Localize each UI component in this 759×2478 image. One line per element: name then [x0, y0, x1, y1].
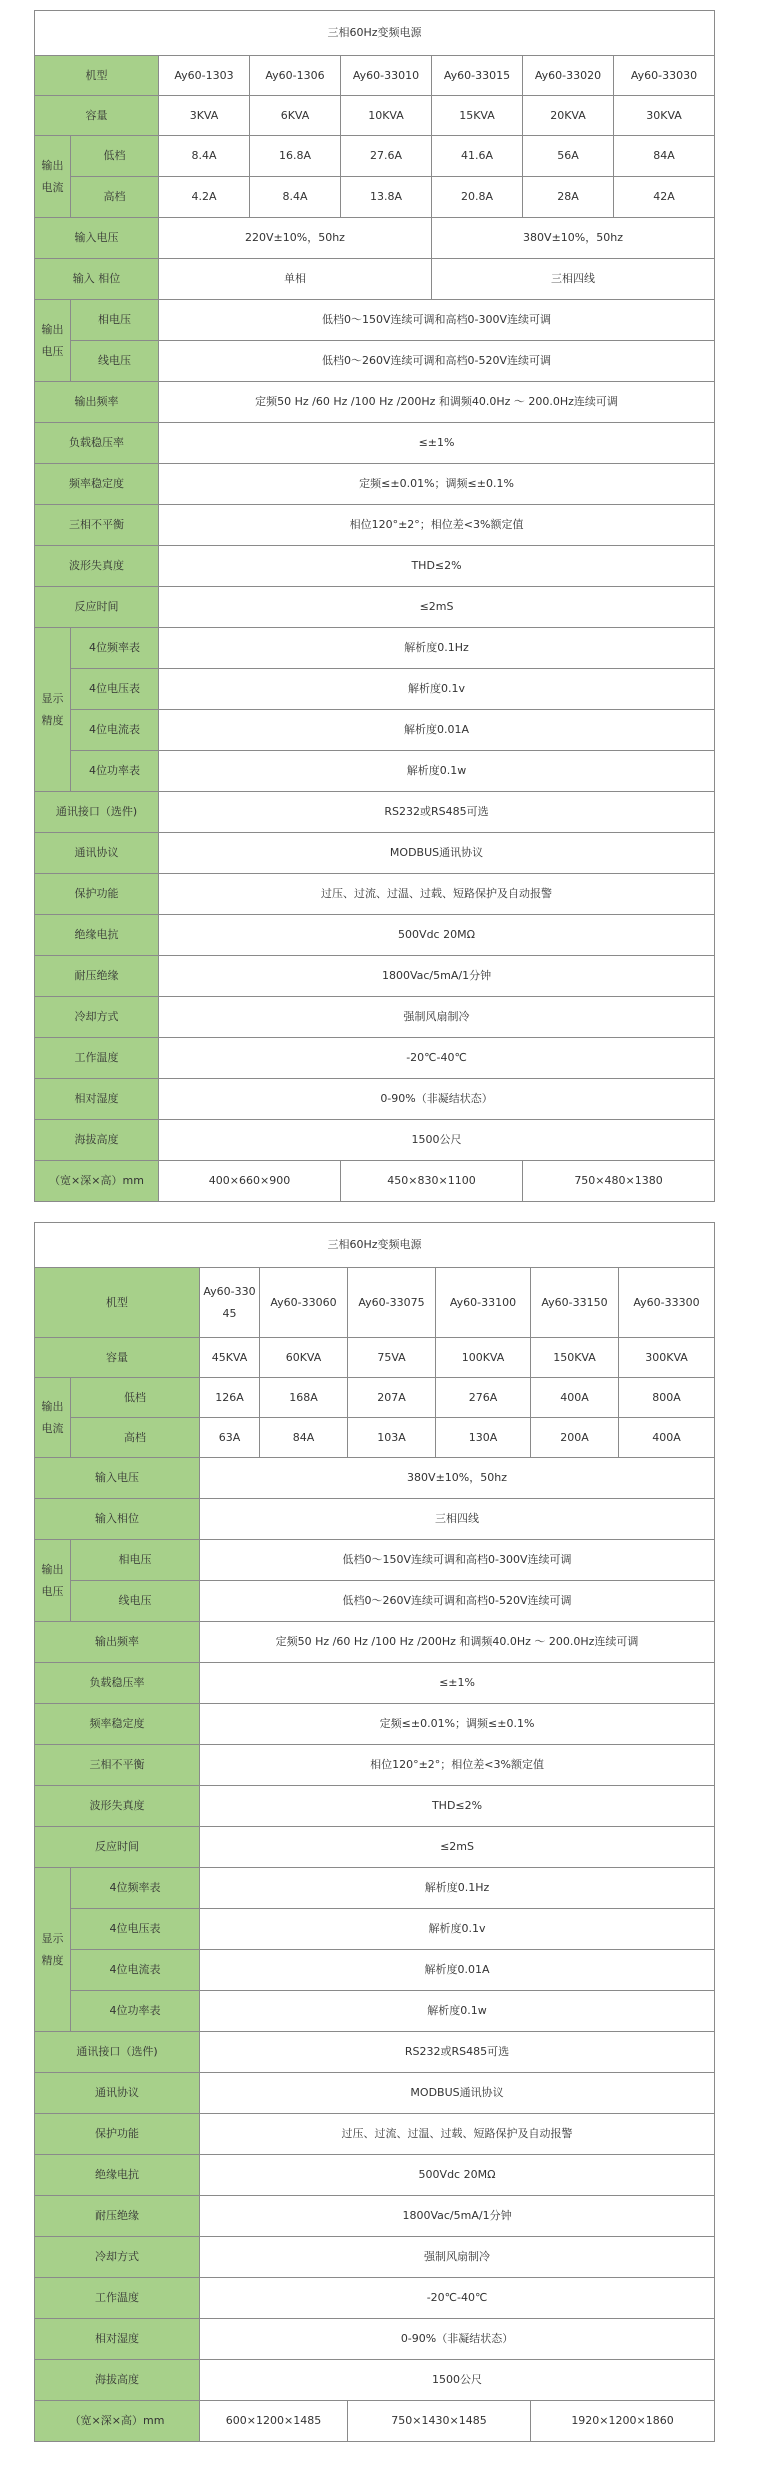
- capacity-cell: 300KVA: [619, 1338, 715, 1378]
- high-current-cell: 42A: [614, 177, 715, 218]
- input-voltage-three: 380V±10%，50hz: [432, 218, 715, 259]
- high-current-cell: 8.4A: [250, 177, 341, 218]
- row-label-model: 机型: [35, 56, 159, 96]
- withstand-value: 1800Vac/5mA/1分钟: [200, 2196, 715, 2237]
- low-current-cell: 56A: [523, 136, 614, 177]
- row-label-line-voltage: 线电压: [71, 341, 159, 382]
- table-title: 三相60Hz变频电源: [35, 1223, 715, 1268]
- row-label-phase-voltage: 相电压: [71, 300, 159, 341]
- row-label-output-current: 输出电流: [35, 136, 71, 218]
- model-cell: Ay60-33060: [260, 1268, 348, 1338]
- row-label-altitude: 海拔高度: [35, 1120, 159, 1161]
- high-current-cell: 13.8A: [341, 177, 432, 218]
- capacity-cell: 45KVA: [200, 1338, 260, 1378]
- row-label-comm-protocol: 通讯协议: [35, 2073, 200, 2114]
- row-label-comm-port: 通讯接口（选件): [35, 2032, 200, 2073]
- line-voltage-value: 低档0～260V连续可调和高档0-520V连续可调: [200, 1581, 715, 1622]
- response-time-value: ≤2mS: [159, 587, 715, 628]
- row-label-unbalance: 三相不平衡: [35, 505, 159, 546]
- insulation-value: 500Vdc 20MΩ: [159, 915, 715, 956]
- power-meter-value: 解析度0.1w: [200, 1991, 715, 2032]
- row-label-input-voltage: 输入电压: [35, 218, 159, 259]
- low-current-cell: 41.6A: [432, 136, 523, 177]
- comm-port-value: RS232或RS485可选: [200, 2032, 715, 2073]
- spec-table-1: [34, 10, 715, 1202]
- model-cell: Ay60-33045: [200, 1268, 260, 1338]
- high-current-cell: 103A: [348, 1418, 436, 1458]
- model-cell: Ay60-33075: [348, 1268, 436, 1338]
- model-cell: Ay60-1303: [159, 56, 250, 96]
- load-regulation-value: ≤±1%: [159, 423, 715, 464]
- row-label-protection: 保护功能: [35, 2114, 200, 2155]
- model-cell: Ay60-33300: [619, 1268, 715, 1338]
- low-current-cell: 8.4A: [159, 136, 250, 177]
- row-label-thd: 波形失真度: [35, 1786, 200, 1827]
- capacity-cell: 75VA: [348, 1338, 436, 1378]
- low-current-cell: 126A: [200, 1378, 260, 1418]
- row-label-insulation: 绝缘电抗: [35, 2155, 200, 2196]
- row-label-frequency-stability: 频率稳定度: [35, 1704, 200, 1745]
- unbalance-value: 相位120°±2°；相位差<3%额定值: [200, 1745, 715, 1786]
- row-label-altitude: 海拔高度: [35, 2360, 200, 2401]
- model-cell: Ay60-33015: [432, 56, 523, 96]
- temperature-value: -20℃-40℃: [200, 2278, 715, 2319]
- response-time-value: ≤2mS: [200, 1827, 715, 1868]
- insulation-value: 500Vdc 20MΩ: [200, 2155, 715, 2196]
- capacity-cell: 20KVA: [523, 96, 614, 136]
- phase-voltage-value: 低档0～150V连续可调和高档0-300V连续可调: [200, 1540, 715, 1581]
- row-label-phase-voltage: 相电压: [71, 1540, 200, 1581]
- row-label-line-voltage: 线电压: [71, 1581, 200, 1622]
- frequency-stability-value: 定频≤±0.01%；调频≤±0.1%: [200, 1704, 715, 1745]
- row-label-output-voltage: 输出电压: [35, 1540, 71, 1622]
- row-label-cooling: 冷却方式: [35, 2237, 200, 2278]
- volt-meter-value: 解析度0.1v: [159, 669, 715, 710]
- row-label-withstand: 耐压绝缘: [35, 956, 159, 997]
- power-meter-value: 解析度0.1w: [159, 751, 715, 792]
- low-current-cell: 84A: [614, 136, 715, 177]
- dimension-cell: 750×1430×1485: [348, 2401, 531, 2442]
- capacity-cell: 6KVA: [250, 96, 341, 136]
- capacity-cell: 60KVA: [260, 1338, 348, 1378]
- current-meter-value: 解析度0.01A: [159, 710, 715, 751]
- dimension-cell: 600×1200×1485: [200, 2401, 348, 2442]
- row-label-load-regulation: 负载稳压率: [35, 423, 159, 464]
- row-label-freq-meter: 4位频率表: [71, 628, 159, 669]
- cooling-value: 强制风扇制冷: [159, 997, 715, 1038]
- withstand-value: 1800Vac/5mA/1分钟: [159, 956, 715, 997]
- row-label-comm-protocol: 通讯协议: [35, 833, 159, 874]
- row-label-withstand: 耐压绝缘: [35, 2196, 200, 2237]
- row-label-power-meter: 4位功率表: [71, 1991, 200, 2032]
- model-cell: Ay60-33030: [614, 56, 715, 96]
- capacity-cell: 15KVA: [432, 96, 523, 136]
- phase-voltage-value: 低档0～150V连续可调和高档0-300V连续可调: [159, 300, 715, 341]
- row-label-input-voltage: 输入电压: [35, 1458, 200, 1499]
- freq-meter-value: 解析度0.1Hz: [200, 1868, 715, 1909]
- model-cell: Ay60-33150: [531, 1268, 619, 1338]
- row-label-thd: 波形失真度: [35, 546, 159, 587]
- row-label-high: 高档: [71, 1418, 200, 1458]
- table-title: 三相60Hz变频电源: [35, 11, 715, 56]
- low-current-cell: 800A: [619, 1378, 715, 1418]
- frequency-stability-value: 定频≤±0.01%；调频≤±0.1%: [159, 464, 715, 505]
- row-label-output-frequency: 输出频率: [35, 382, 159, 423]
- row-label-output-voltage: 输出电压: [35, 300, 71, 382]
- spec-table-2: [34, 1222, 715, 2442]
- row-label-current-meter: 4位电流表: [71, 1950, 200, 1991]
- capacity-cell: 150KVA: [531, 1338, 619, 1378]
- row-label-cooling: 冷却方式: [35, 997, 159, 1038]
- line-voltage-value: 低档0～260V连续可调和高档0-520V连续可调: [159, 341, 715, 382]
- row-label-output-current: 输出电流: [35, 1378, 71, 1458]
- row-label-temperature: 工作温度: [35, 2278, 200, 2319]
- dimension-cell: 1920×1200×1860: [531, 2401, 715, 2442]
- capacity-cell: 3KVA: [159, 96, 250, 136]
- row-label-low: 低档: [71, 1378, 200, 1418]
- high-current-cell: 200A: [531, 1418, 619, 1458]
- dimension-cell: 400×660×900: [159, 1161, 341, 1202]
- row-label-volt-meter: 4位电压表: [71, 1909, 200, 1950]
- row-label-response-time: 反应时间: [35, 587, 159, 628]
- capacity-cell: 30KVA: [614, 96, 715, 136]
- protection-value: 过压、过流、过温、过载、短路保护及自动报警: [159, 874, 715, 915]
- low-current-cell: 207A: [348, 1378, 436, 1418]
- model-cell: Ay60-33100: [436, 1268, 531, 1338]
- row-label-comm-port: 通讯接口（选件): [35, 792, 159, 833]
- dimension-cell: 450×830×1100: [341, 1161, 523, 1202]
- row-label-volt-meter: 4位电压表: [71, 669, 159, 710]
- row-label-frequency-stability: 频率稳定度: [35, 464, 159, 505]
- low-current-cell: 27.6A: [341, 136, 432, 177]
- input-voltage-value: 380V±10%，50hz: [200, 1458, 715, 1499]
- low-current-cell: 16.8A: [250, 136, 341, 177]
- row-label-current-meter: 4位电流表: [71, 710, 159, 751]
- low-current-cell: 168A: [260, 1378, 348, 1418]
- capacity-cell: 100KVA: [436, 1338, 531, 1378]
- row-label-input-phase: 输入 相位: [35, 259, 159, 300]
- low-current-cell: 400A: [531, 1378, 619, 1418]
- comm-protocol-value: MODBUS通讯协议: [159, 833, 715, 874]
- row-label-low: 低档: [71, 136, 159, 177]
- thd-value: THD≤2%: [200, 1786, 715, 1827]
- cooling-value: 强制风扇制冷: [200, 2237, 715, 2278]
- row-label-display-accuracy: 显示精度: [35, 628, 71, 792]
- model-cell: Ay60-33010: [341, 56, 432, 96]
- row-label-load-regulation: 负载稳压率: [35, 1663, 200, 1704]
- output-frequency-value: 定频50 Hz /60 Hz /100 Hz /200Hz 和调频40.0Hz ～ 200.0Hz连续可调: [200, 1622, 715, 1663]
- row-label-insulation: 绝缘电抗: [35, 915, 159, 956]
- row-label-protection: 保护功能: [35, 874, 159, 915]
- row-label-humidity: 相对湿度: [35, 1079, 159, 1120]
- row-label-temperature: 工作温度: [35, 1038, 159, 1079]
- low-current-cell: 276A: [436, 1378, 531, 1418]
- row-label-output-frequency: 输出频率: [35, 1622, 200, 1663]
- high-current-cell: 20.8A: [432, 177, 523, 218]
- unbalance-value: 相位120°±2°；相位差<3%额定值: [159, 505, 715, 546]
- input-voltage-single: 220V±10%，50hz: [159, 218, 432, 259]
- row-label-input-phase: 输入相位: [35, 1499, 200, 1540]
- altitude-value: 1500公尺: [200, 2360, 715, 2401]
- row-label-power-meter: 4位功率表: [71, 751, 159, 792]
- high-current-cell: 28A: [523, 177, 614, 218]
- row-label-response-time: 反应时间: [35, 1827, 200, 1868]
- high-current-cell: 63A: [200, 1418, 260, 1458]
- high-current-cell: 4.2A: [159, 177, 250, 218]
- load-regulation-value: ≤±1%: [200, 1663, 715, 1704]
- row-label-freq-meter: 4位频率表: [71, 1868, 200, 1909]
- input-phase-value: 三相四线: [200, 1499, 715, 1540]
- row-label-dimensions: （宽×深×高）mm: [35, 1161, 159, 1202]
- thd-value: THD≤2%: [159, 546, 715, 587]
- row-label-capacity: 容量: [35, 1338, 200, 1378]
- humidity-value: 0-90%（非凝结状态）: [200, 2319, 715, 2360]
- protection-value: 过压、过流、过温、过载、短路保护及自动报警: [200, 2114, 715, 2155]
- row-label-display-accuracy: 显示精度: [35, 1868, 71, 2032]
- temperature-value: -20℃-40℃: [159, 1038, 715, 1079]
- humidity-value: 0-90%（非凝结状态）: [159, 1079, 715, 1120]
- row-label-high: 高档: [71, 177, 159, 218]
- altitude-value: 1500公尺: [159, 1120, 715, 1161]
- dimension-cell: 750×480×1380: [523, 1161, 715, 1202]
- row-label-unbalance: 三相不平衡: [35, 1745, 200, 1786]
- high-current-cell: 400A: [619, 1418, 715, 1458]
- row-label-model: 机型: [35, 1268, 200, 1338]
- input-phase-three: 三相四线: [432, 259, 715, 300]
- row-label-capacity: 容量: [35, 96, 159, 136]
- comm-protocol-value: MODBUS通讯协议: [200, 2073, 715, 2114]
- volt-meter-value: 解析度0.1v: [200, 1909, 715, 1950]
- freq-meter-value: 解析度0.1Hz: [159, 628, 715, 669]
- row-label-dimensions: （宽×深×高）mm: [35, 2401, 200, 2442]
- input-phase-single: 单相: [159, 259, 432, 300]
- model-cell: Ay60-1306: [250, 56, 341, 96]
- high-current-cell: 130A: [436, 1418, 531, 1458]
- comm-port-value: RS232或RS485可选: [159, 792, 715, 833]
- output-frequency-value: 定频50 Hz /60 Hz /100 Hz /200Hz 和调频40.0Hz ～ 200.0Hz连续可调: [159, 382, 715, 423]
- current-meter-value: 解析度0.01A: [200, 1950, 715, 1991]
- capacity-cell: 10KVA: [341, 96, 432, 136]
- high-current-cell: 84A: [260, 1418, 348, 1458]
- row-label-humidity: 相对湿度: [35, 2319, 200, 2360]
- model-cell: Ay60-33020: [523, 56, 614, 96]
